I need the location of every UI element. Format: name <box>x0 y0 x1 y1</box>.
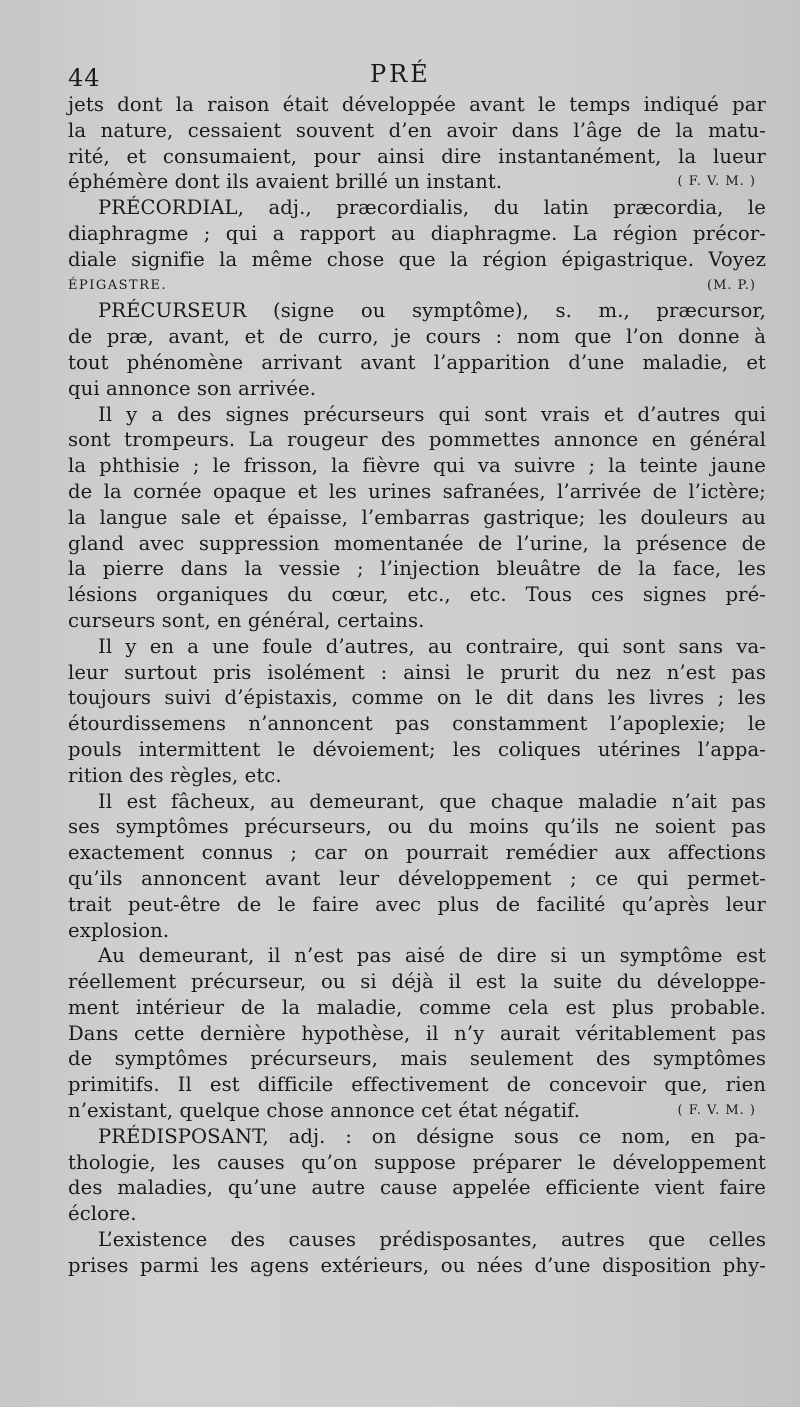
text-line: leur surtout pris isolément : ainsi le prurit du nez n’est pas <box>68 660 766 684</box>
page-header <box>68 52 766 92</box>
text-line: Il y a des signes précurseurs qui sont vrais et d’autres qui <box>98 402 766 426</box>
text-line: PRÉDISPOSANT, adj. : on désigne sous ce nom, en pa- <box>98 1124 766 1148</box>
text-line: de la cornée opaque et les urines safranées, l’arrivée de l’ictère; <box>68 479 766 503</box>
text-line: ment intérieur de la maladie, comme cela est plus probable. <box>68 995 766 1019</box>
author-signature: ( F. V. M. ) <box>677 174 756 190</box>
text-line: diale signifie la même chose que la région épigastrique. Voyez <box>68 247 766 271</box>
text-line: prises parmi les agens extérieurs, ou nées d’une disposition phy- <box>68 1253 766 1277</box>
text-line: lésions organiques du cœur, etc., etc. Tous ces signes pré- <box>68 583 766 607</box>
text-line: des maladies, qu’une autre cause appelée efficiente vient faire <box>68 1176 766 1200</box>
text-line: PRÉCURSEUR (signe ou symptôme), s. m., præcursor, <box>98 299 766 323</box>
text-line: L’existence des causes prédisposantes, autres que celles <box>98 1228 766 1252</box>
text-line: explosion. <box>68 918 170 942</box>
line-text: n’existant, quelque chose annonce cet état négatif. <box>68 1099 581 1123</box>
text-line: étourdissemens n’annoncent pas constamment l’apoplexie; le <box>68 712 766 736</box>
author-signature: (M. P.) <box>707 277 756 293</box>
running-head: PRÉ <box>370 60 431 88</box>
text-line: exactement connus ; car on pourrait remédier aux affections <box>68 841 766 865</box>
text-line: diaphragme ; qui a rapport au diaphragme. La région précor- <box>68 221 766 245</box>
text-line <box>68 169 766 195</box>
text-line: rition des règles, etc. <box>68 763 282 787</box>
text-line: tout phénomène arrivant avant l’apparition d’une maladie, et <box>68 350 766 374</box>
text-line: pouls intermittent le dévoiement; les coliques utérines l’appa- <box>68 737 766 761</box>
text-line: la phthisie ; le frisson, la fièvre qui va suivre ; la teinte jaune <box>68 454 766 478</box>
text-line: Dans cette dernière hypothèse, il n’y aurait véritablement pas <box>68 1021 766 1045</box>
text-line: ses symptômes précurseurs, ou du moins qu’ils ne soient pas <box>68 815 766 839</box>
text-line: sont trompeurs. La rougeur des pommettes annonce en général <box>68 428 766 452</box>
line-text: éphémère dont ils avaient brillé un instant. <box>68 170 503 194</box>
line-text: ÉPIGASTRE. <box>68 277 168 293</box>
text-line: qu’ils annoncent avant leur développement ; ce qui permet- <box>68 866 766 890</box>
text-line: Il est fâcheux, au demeurant, que chaque maladie n’ait pas <box>98 789 766 813</box>
text-line: PRÉCORDIAL, adj., præcordialis, du latin præcordia, le <box>98 196 766 220</box>
text-line: rité, et consumaient, pour ainsi dire instantanément, la lueur <box>68 144 766 168</box>
text-line <box>68 273 766 299</box>
text-line: thologie, les causes qu’on suppose préparer le développement <box>68 1150 766 1174</box>
text-line <box>68 1098 766 1124</box>
page-number: 44 <box>68 64 101 92</box>
text-line: la pierre dans la vessie ; l’injection bleuâtre de la face, les <box>68 557 766 581</box>
text-line: trait peut-être de le faire avec plus de facilité qu’après leur <box>68 892 766 916</box>
text-line: gland avec suppression momentanée de l’urine, la présence de <box>68 531 766 555</box>
text-line: Au demeurant, il n’est pas aisé de dire si un symptôme est <box>98 944 766 968</box>
text-line: curseurs sont, en général, certains. <box>68 608 425 632</box>
text-line: jets dont la raison était développée avant le temps indiqué par <box>68 93 766 116</box>
text-line: éclore. <box>68 1202 137 1226</box>
text-line: qui annonce son arrivée. <box>68 376 317 400</box>
body-text <box>68 92 766 1279</box>
text-line: Il y en a une foule d’autres, au contraire, qui sont sans va- <box>98 634 766 658</box>
text-line: de symptômes précurseurs, mais seulement des symptômes <box>68 1047 766 1071</box>
text-line: toujours suivi d’épistaxis, comme on le dit dans les livres ; les <box>68 686 766 710</box>
text-line: la nature, cessaient souvent d’en avoir dans l’âge de la matu- <box>68 118 766 142</box>
text-line: la langue sale et épaisse, l’embarras gastrique; les douleurs au <box>68 505 766 529</box>
text-line: primitifs. Il est difficile effectivement de concevoir que, rien <box>68 1073 766 1097</box>
author-signature: ( F. V. M. ) <box>677 1103 756 1119</box>
text-line: réellement précurseur, ou si déjà il est la suite du développe- <box>68 970 766 994</box>
text-line: de præ, avant, et de curro, je cours : nom que l’on donne à <box>68 325 766 349</box>
